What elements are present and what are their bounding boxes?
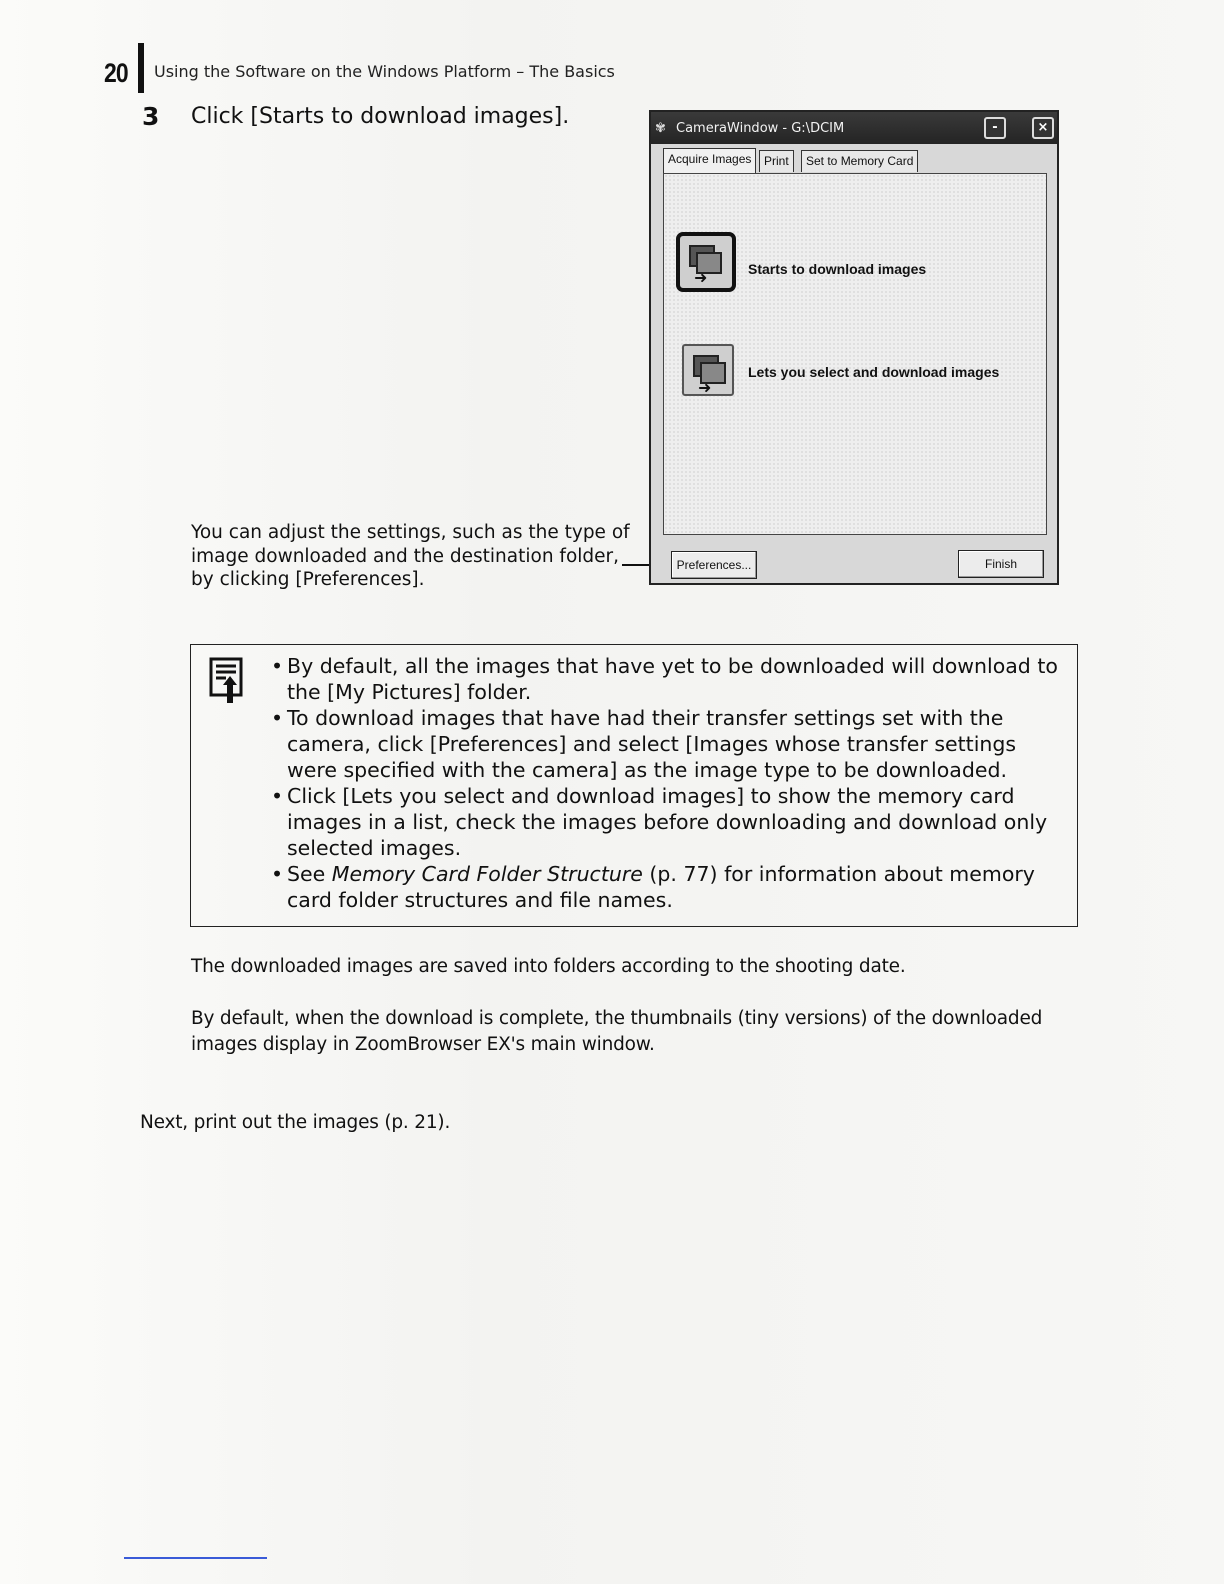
tab-print[interactable]: Print (759, 150, 794, 172)
note-box (190, 644, 1078, 927)
step-instruction: Click [Starts to download images]. (191, 104, 570, 129)
window-titlebar (651, 112, 1057, 144)
preferences-button[interactable]: Preferences... (671, 551, 757, 579)
finish-button[interactable]: Finish (958, 550, 1044, 578)
acquire-panel (663, 173, 1047, 535)
arrow-right-icon: ➜ (698, 378, 712, 397)
select-download-label[interactable]: Lets you select and download images (748, 364, 1000, 380)
note-item: • See Memory Card Folder Structure (p. 77) for information about memory card folder structures and file names. (271, 862, 1035, 912)
app-icon: ✾ (655, 121, 666, 136)
starts-download-icon[interactable] (676, 232, 736, 292)
memo-icon (209, 657, 243, 705)
page-number: 20 (104, 58, 128, 88)
window-title: CameraWindow - G:\DCIM (676, 121, 845, 136)
header-rule (138, 43, 144, 93)
camera-window (649, 110, 1059, 585)
body-paragraph: By default, when the download is complete, the thumbnails (tiny versions) of the downloaded images display in ZoomBrowser EX's main window. (191, 1008, 1043, 1055)
preferences-callout: You can adjust the settings, such as the type of image downloaded and the destination folder, by clicking [Preferences]. (191, 522, 630, 590)
footer-rule (124, 1557, 267, 1559)
running-header: Using the Software on the Windows Platform – The Basics (154, 62, 615, 81)
tab-acquire-images[interactable]: Acquire Images (663, 148, 756, 173)
next-step-paragraph: Next, print out the images (p. 21). (140, 1112, 451, 1133)
body-paragraph: The downloaded images are saved into folders according to the shooting date. (191, 956, 906, 977)
step-number: 3 (142, 102, 160, 131)
arrow-right-icon: ➜ (694, 268, 708, 287)
starts-download-label[interactable]: Starts to download images (748, 261, 927, 277)
note-item: • Click [Lets you select and download images] to show the memory card images in a list, check the images before downloading and download only selected images. (271, 784, 1048, 860)
note-item: • By default, all the images that have yet to be downloaded will download to the [My Pictures] folder. (271, 654, 1058, 704)
tab-set-to-memory-card[interactable]: Set to Memory Card (801, 150, 918, 172)
note-item: • To download images that have had their transfer settings set with the camera, click [Preferences] and select [Images whose transfer settings were specified with the camera] as the image type to be downloaded. (271, 706, 1017, 782)
close-button[interactable]: × (1032, 117, 1054, 139)
note-list (271, 653, 1061, 913)
select-download-icon[interactable] (682, 344, 734, 396)
minimize-button[interactable]: - (984, 117, 1006, 139)
cross-reference-title: Memory Card Folder Structure (331, 862, 643, 886)
